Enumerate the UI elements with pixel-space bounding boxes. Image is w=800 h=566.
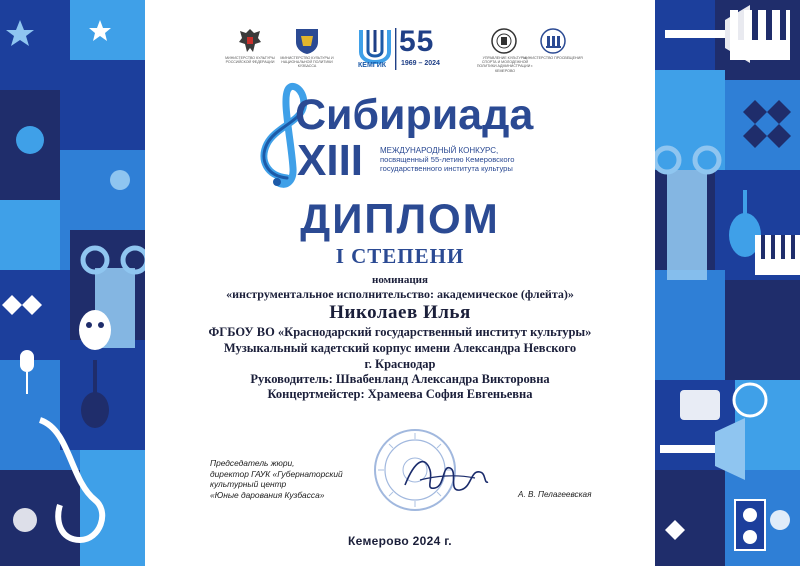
anniversary-years: 1969 – 2024 xyxy=(401,60,440,67)
festival-title: Сибириада xyxy=(295,91,534,139)
kuzbass-coat-of-arms-icon xyxy=(293,26,321,56)
jury-line-3: культурный центр xyxy=(210,479,287,489)
cadet-corps-name: Музыкальный кадетский корпус имени Александра Невского xyxy=(223,341,577,355)
university-name: КЕМГИК xyxy=(358,62,387,69)
emblem-caption-ministry-culture-rf: МИНИСТЕРСТВО КУЛЬТУРЫ РОССИЙСКОЙ ФЕДЕРАЦИИ xyxy=(225,56,275,65)
jury-line-1: Председатель жюри, xyxy=(210,458,295,468)
left-decorative-panel xyxy=(0,0,145,566)
accompanist: Концертмейстер: Храмеева София Евгеньевна xyxy=(267,387,533,401)
jury-line-2: директор ГАУК «Губернаторский xyxy=(210,468,343,479)
handwritten-signature-icon xyxy=(400,440,490,510)
right-music-pattern xyxy=(655,0,800,566)
emblem-caption-kemerovo-administration: УПРАВЛЕНИЕ КУЛЬТУРЫ, СПОРТА И МОЛОДЕЖНОЙ ПОЛИТИКИ АДМИНИСТРАЦИИ г. КЕМЕРОВО xyxy=(476,56,534,73)
signer-name: А. В. Пелагеевская xyxy=(518,490,592,499)
right-decorative-panel xyxy=(655,0,800,566)
russian-eagle-emblem-icon xyxy=(236,26,264,56)
supervisor: Руководитель: Швабенланд Александра Викторовна xyxy=(250,372,550,386)
nomination-label: номинация xyxy=(372,274,428,286)
city: г. Краснодар xyxy=(364,357,436,371)
jury-line-4: «Юные дарования Кузбасса» xyxy=(210,489,325,500)
administration-seal-icon xyxy=(490,26,518,56)
left-music-pattern xyxy=(0,0,145,566)
diploma-title: ДИПЛОМ xyxy=(300,195,500,242)
festival-subtitle-caps: МЕЖДУНАРОДНЫЙ КОНКУРС, xyxy=(380,146,499,155)
header-logos xyxy=(145,22,655,72)
participant-name: Николаев Илья xyxy=(329,302,471,323)
diploma-degree: I СТЕПЕНИ xyxy=(335,244,465,268)
festival-subtitle-rest: посвященный 55-летию Кемеровского государственного института культуры xyxy=(380,155,515,173)
nomination-value: «инструментальное исполнительство: академическое (флейта)» xyxy=(226,287,574,301)
place-and-date: Кемерово 2024 г. xyxy=(348,534,452,548)
ministry-building-icon xyxy=(539,26,567,56)
jury-chairman-block xyxy=(210,458,370,500)
diploma-content xyxy=(145,0,655,566)
emblem-caption-ministry-education: МИНИСТЕРСТВО ПРОСВЕЩЕНИЯ xyxy=(523,56,583,60)
anniversary-number: 55 xyxy=(399,25,435,58)
institution-name: ФГБОУ ВО «Краснодарский государственный институт культуры» xyxy=(208,325,592,339)
festival-edition: XIII xyxy=(297,136,364,185)
festival-subtitle xyxy=(380,146,540,173)
emblem-caption-ministry-culture-kuzbass: МИНИСТЕРСТВО КУЛЬТУРЫ И НАЦИОНАЛЬНОЙ ПОЛИТИКИ КУЗБАССА xyxy=(280,56,334,69)
